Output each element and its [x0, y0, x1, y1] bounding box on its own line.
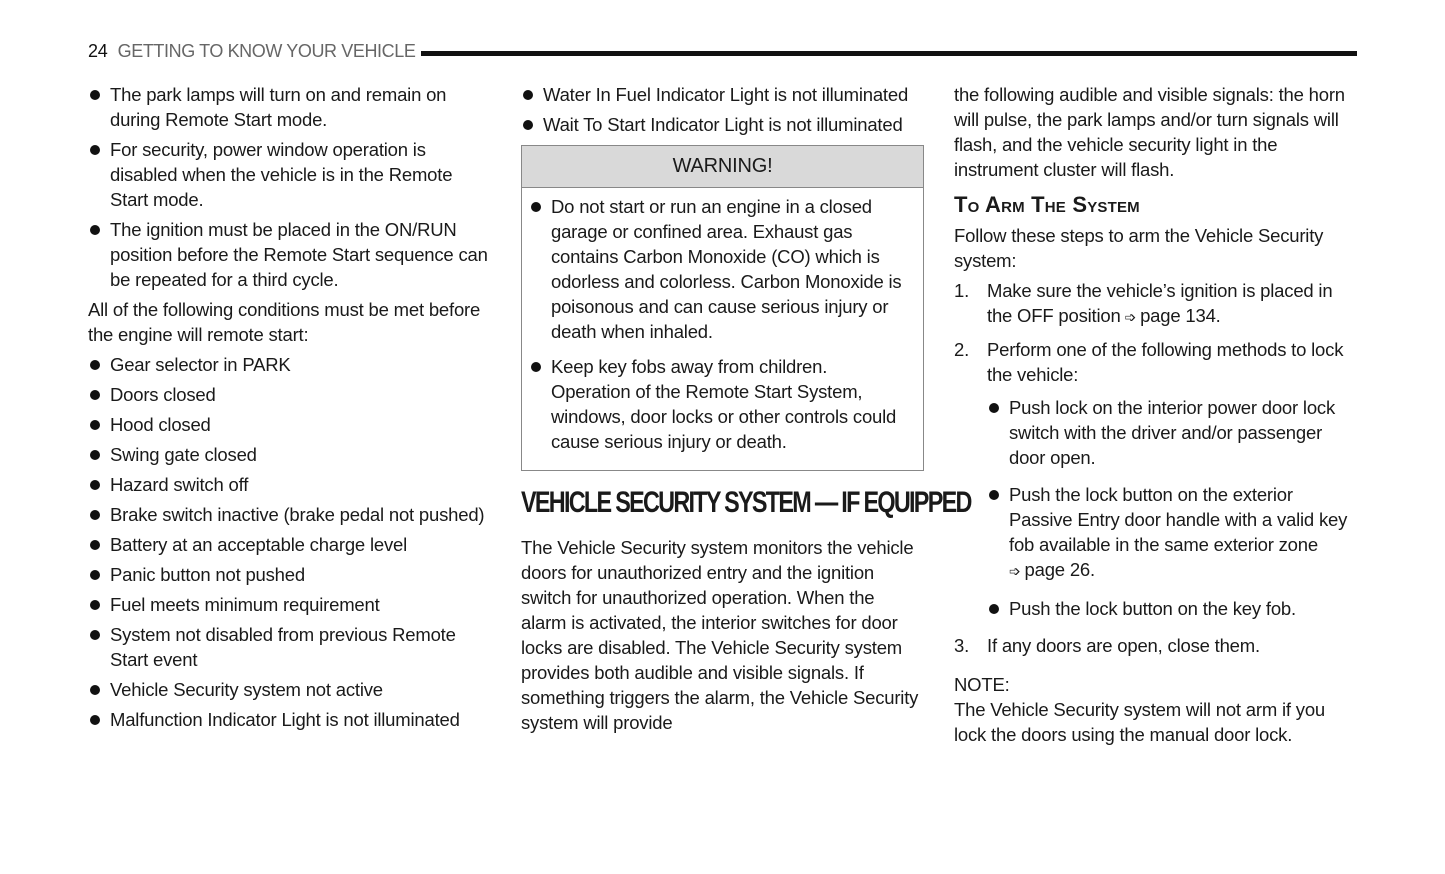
steps-list [954, 278, 1358, 658]
section-heading: VEHICLE SECURITY SYSTEM — IF EQUIPPED [521, 486, 971, 519]
list-item: Fuel meets minimum requirement [88, 592, 492, 617]
step-item [954, 633, 1358, 658]
column-2 [521, 82, 971, 740]
indicator-conditions [521, 82, 924, 137]
warning-box [521, 145, 924, 471]
list-item-text: Push the lock button on the exterior Passive Entry door handle with a valid key fob available in the same exterior zone [1009, 484, 1348, 555]
page-reference-link[interactable]: page 134. [1140, 305, 1221, 326]
list-item: Battery at an acceptable charge level [88, 532, 492, 557]
step-number: 3. [954, 635, 970, 656]
step-number: 1. [954, 280, 970, 301]
list-item: The ignition must be placed in the ON/RUN position before the Remote Start sequence can be repeated for a third cycle. [88, 217, 492, 292]
page-header [88, 39, 415, 64]
conditions-intro: All of the following conditions must be met before the engine will remote start: [88, 299, 481, 345]
note-label: NOTE: [954, 674, 1010, 695]
section-title: GETTING TO KNOW YOUR VEHICLE [117, 41, 416, 61]
list-item: Hazard switch off [88, 472, 492, 497]
step-text: Make sure the vehicle’s ignition is placed in the OFF position [987, 280, 1333, 326]
list-item: Gear selector in PARK [88, 352, 492, 377]
step-item [954, 278, 1358, 330]
list-item: The park lamps will turn on and remain on during Remote Start mode. [88, 82, 492, 132]
list-item: Doors closed [88, 382, 492, 407]
list-item: Hood closed [88, 412, 492, 437]
step-item [954, 337, 1358, 621]
list-item: Brake switch inactive (brake pedal not pushed) [88, 502, 492, 527]
header-rule [421, 51, 1357, 56]
note-text: The Vehicle Security system will not arm if you lock the doors using the manual door lock. [954, 699, 1326, 745]
list-item: Vehicle Security system not active [88, 677, 492, 702]
list-item-text: Push the lock button on the key fob. [1009, 598, 1296, 619]
warning-title: WARNING! [522, 146, 923, 188]
list-item [987, 395, 1358, 470]
remote-start-notes [88, 82, 492, 292]
step-number: 2. [954, 339, 970, 360]
list-item [987, 482, 1358, 584]
list-item-text: Push lock on the interior power door lock switch with the driver and/or passenger door open. [1009, 397, 1336, 468]
list-item: System not disabled from previous Remote Start event [88, 622, 492, 672]
list-item: For security, power window operation is disabled when the vehicle is in the Remote Start mode. [88, 137, 492, 212]
list-item: Malfunction Indicator Light is not illuminated [88, 707, 492, 732]
step-text: If any doors are open, close them. [987, 635, 1260, 656]
column-3 [954, 82, 1358, 752]
arrow-reference-icon: ➩ [1124, 309, 1137, 325]
page-reference-link[interactable]: page 26. [1024, 559, 1095, 580]
list-item: Do not start or run an engine in a closed garage or confined area. Exhaust gas contains Carbon Monoxide (CO) which is odorless and colorless. Carbon Monoxide is poisonous and can cause serious injury or death when inhaled. [529, 194, 911, 344]
conditions-list [88, 352, 492, 732]
steps-intro: Follow these steps to arm the Vehicle Security system: [954, 225, 1324, 271]
list-item: Swing gate closed [88, 442, 492, 467]
subheading: To Arm The System [954, 192, 1140, 217]
list-item [987, 596, 1358, 621]
body-paragraph: the following audible and visible signals: the horn will pulse, the park lamps and/or turn signals will flash, and the vehicle security light in the instrument cluster will flash. [954, 84, 1345, 180]
list-item: Wait To Start Indicator Light is not illuminated [521, 112, 924, 137]
page-number: 24 [88, 41, 108, 61]
list-item: Keep key fobs away from children. Operation of the Remote Start System, windows, door locks or other controls could cause serious injury or death. [529, 354, 911, 454]
step-text: Perform one of the following methods to lock the vehicle: [987, 339, 1344, 385]
lock-methods [987, 395, 1358, 621]
warning-list [522, 188, 923, 470]
list-item: Water In Fuel Indicator Light is not illuminated [521, 82, 924, 107]
arrow-reference-icon: ➩ [1009, 563, 1021, 579]
list-item: Panic button not pushed [88, 562, 492, 587]
column-1 [88, 82, 492, 737]
body-paragraph: The Vehicle Security system monitors the vehicle doors for unauthorized entry and the ignition switch for unauthorized operation. When the alarm is activated, the interior switches for door locks are disabled. The Vehicle Security system provides both audible and visible signals. If something triggers the alarm, the Vehicle Security system will provide [521, 537, 919, 733]
